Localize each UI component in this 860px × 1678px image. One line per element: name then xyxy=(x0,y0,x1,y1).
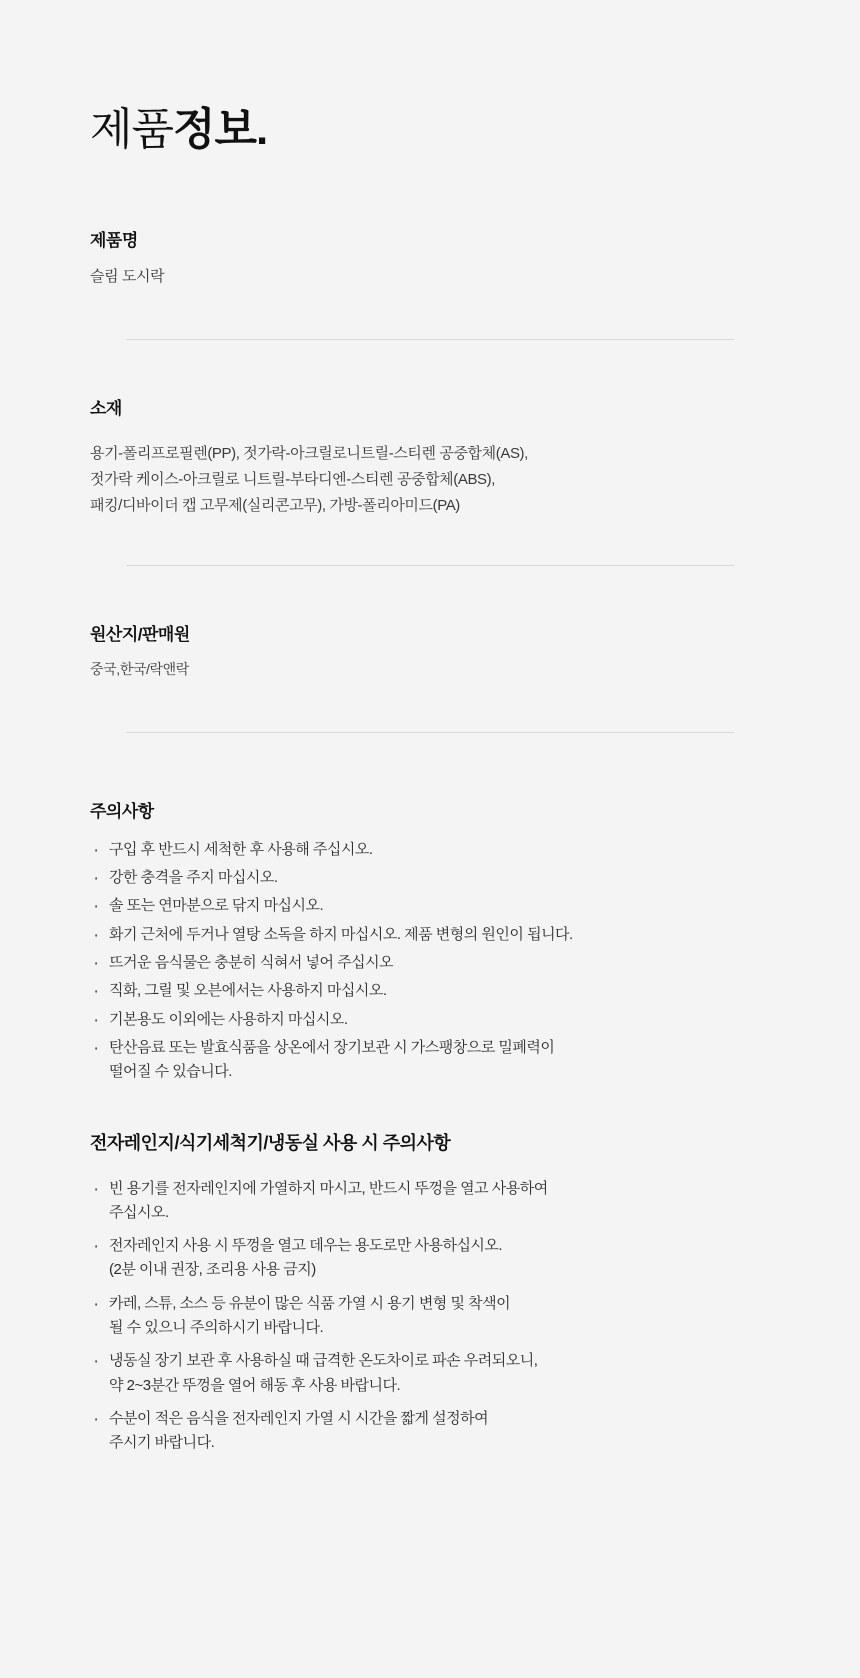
divider xyxy=(126,565,734,566)
list-item-line: · 화기 근처에 두거나 열탕 소독을 하지 마십시오. 제품 변형의 원인이 됩니다. xyxy=(109,925,573,943)
list-item-line: · 직화, 그릴 및 오븐에서는 사용하지 마십시오. xyxy=(109,982,387,1000)
origin-value: 중국,한국/락앤락 xyxy=(90,661,189,678)
page-title-light: 제품 xyxy=(90,105,174,154)
list-item-line: 될 수 있으니 주의하시기 바랍니다. xyxy=(109,1319,324,1337)
list-item-line: 약 2~3분간 뚜껑을 열어 해동 후 사용 바랍니다. xyxy=(109,1376,401,1394)
list-item-line: 떨어질 수 있습니다. xyxy=(109,1063,232,1081)
list-item xyxy=(90,838,770,862)
list-item xyxy=(90,1008,770,1032)
list-item-line: · 수분이 적은 음식을 전자레인지 가열 시 시간을 짧게 설정하여 xyxy=(109,1409,489,1427)
list-item-line: · 강한 충격을 주지 마십시오. xyxy=(109,869,278,887)
section-heading-product-name: 제품명 xyxy=(90,231,138,251)
divider xyxy=(126,732,734,733)
list-item-line: (2분 이내 권장, 조리용 사용 금지) xyxy=(109,1261,316,1279)
caution-list xyxy=(90,838,770,1085)
list-item-line: · 전자레인지 사용 시 뚜껑을 열고 데우는 용도로만 사용하십시오. xyxy=(109,1237,503,1255)
section-heading-material: 소재 xyxy=(90,398,122,418)
divider xyxy=(126,339,734,340)
list-item-line: · 구입 후 반드시 세척한 후 사용해 주십시오. xyxy=(109,840,373,858)
section-caution-appliance xyxy=(90,1129,770,1456)
material-line: 용기-폴리프로필렌(PP), 젓가락-아크릴로니트릴-스티렌 공중합체(AS), xyxy=(90,444,528,462)
list-item-line: · 냉동실 장기 보관 후 사용하실 때 급격한 온도차이로 파손 우려되오니, xyxy=(109,1352,538,1370)
page-title xyxy=(90,0,770,154)
section-heading-caution-appliance: 전자레인지/식기세척기/냉동실 사용 시 주의사항 xyxy=(90,1132,451,1153)
section-product-name xyxy=(90,226,770,290)
material-line: 젓가락 케이스-아크릴로 니트릴-부타디엔-스티렌 공중합체(ABS), xyxy=(90,470,496,488)
page-title-bold: 정보. xyxy=(173,105,268,154)
section-material xyxy=(90,394,770,520)
list-item xyxy=(90,979,770,1003)
material-line: 패킹/디바이더 캡 고무제(실리콘고무), 가방-폴리아미드(PA) xyxy=(90,497,460,515)
section-heading-origin: 원산지/판매원 xyxy=(90,625,190,645)
list-item-line: 주십시오. xyxy=(109,1203,169,1221)
section-caution xyxy=(90,797,770,1085)
list-item-line: · 빈 용기를 전자레인지에 가열하지 마시고, 반드시 뚜껑을 열고 사용하여 xyxy=(109,1179,548,1197)
list-item-line: 주시기 바랍니다. xyxy=(109,1434,215,1452)
list-item-line: · 솔 또는 연마분으로 닦지 마십시오. xyxy=(109,897,324,915)
list-item xyxy=(90,1407,770,1456)
list-item xyxy=(90,1234,770,1283)
list-item xyxy=(90,923,770,947)
list-item xyxy=(90,866,770,890)
material-value xyxy=(90,441,770,520)
bottom-spacer xyxy=(90,1465,770,1525)
section-origin xyxy=(90,620,770,682)
list-item xyxy=(90,1036,770,1085)
list-item-line: · 카레, 스튜, 소스 등 유분이 많은 식품 가열 시 용기 변형 및 착색이 xyxy=(109,1294,511,1312)
list-item xyxy=(90,1177,770,1226)
list-item xyxy=(90,1349,770,1398)
list-item xyxy=(90,1292,770,1341)
list-item-line: · 뜨거운 음식물은 충분히 식혀서 넣어 주십시오 xyxy=(109,954,394,972)
caution-appliance-list xyxy=(90,1177,770,1456)
list-item-line: · 기본용도 이외에는 사용하지 마십시오. xyxy=(109,1010,348,1028)
list-item xyxy=(90,894,770,918)
product-name-value: 슬림 도시락 xyxy=(90,268,165,286)
section-heading-caution: 주의사항 xyxy=(90,801,154,821)
list-item-line: · 탄산음료 또는 발효식품을 상온에서 장기보관 시 가스팽창으로 밀폐력이 xyxy=(109,1038,555,1056)
list-item xyxy=(90,951,770,975)
